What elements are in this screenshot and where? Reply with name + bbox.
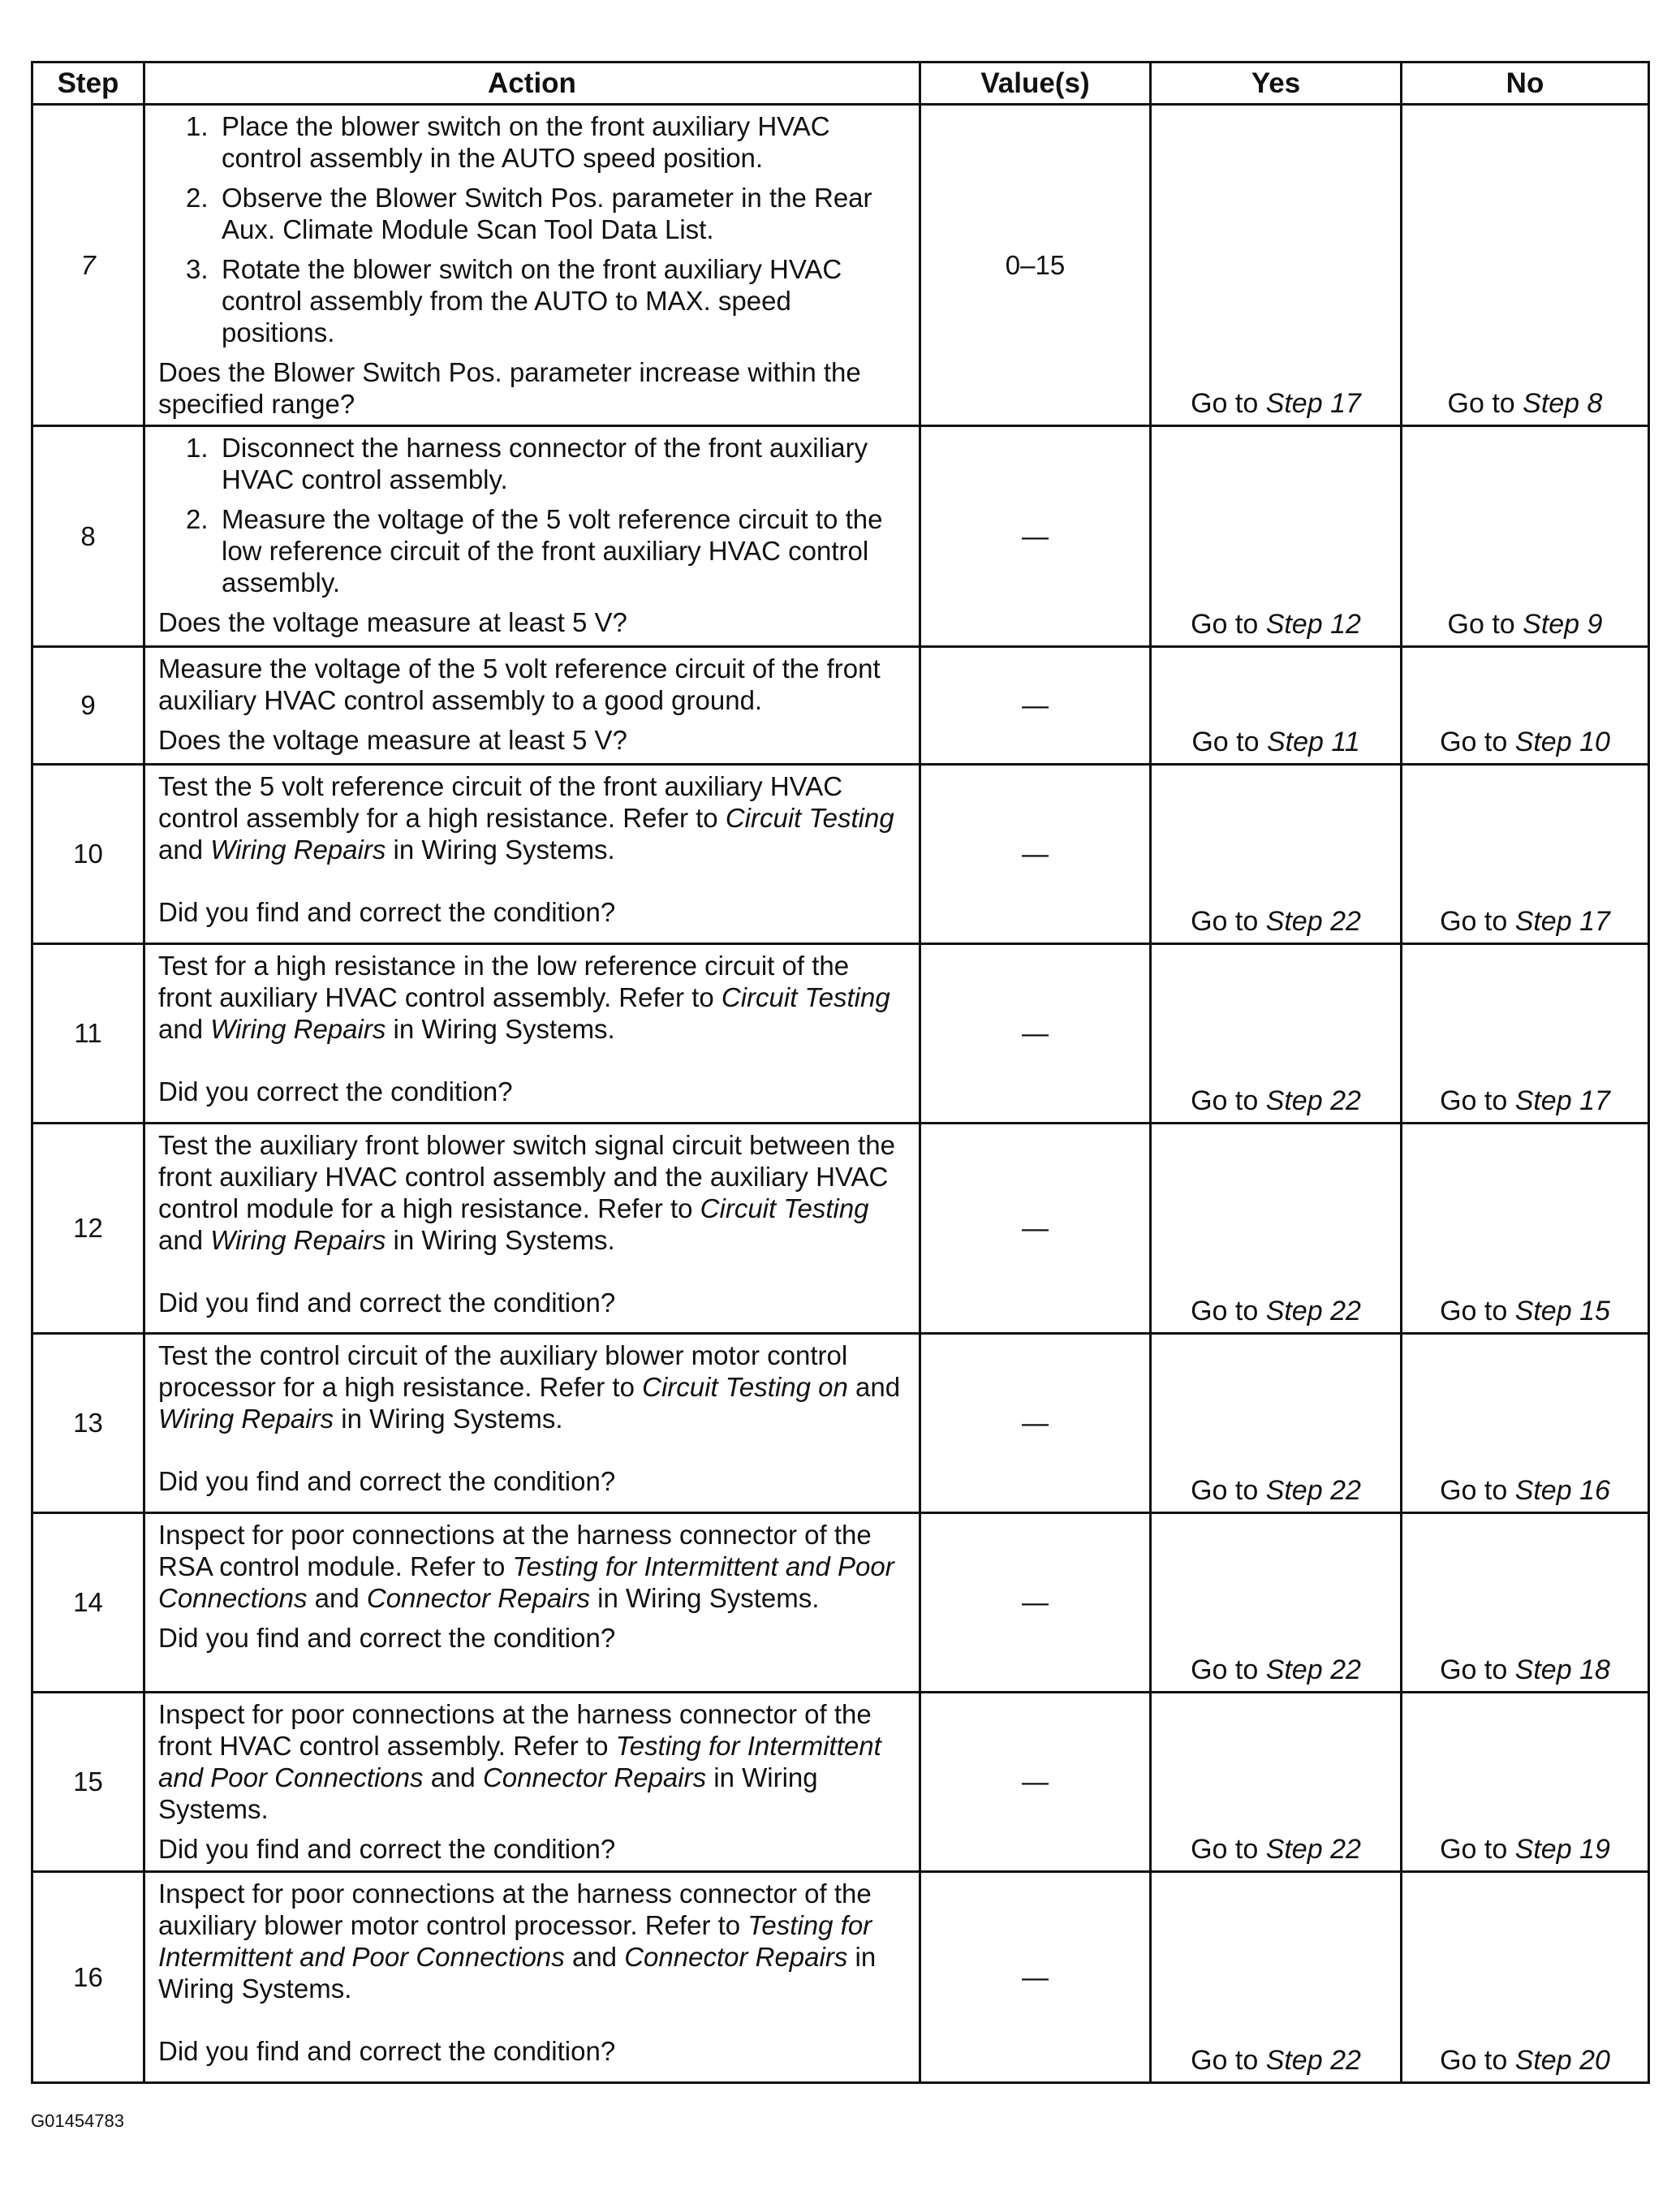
no-cell: Go to Step 8 (1402, 105, 1649, 426)
yes-step-ref: Step 22 (1265, 906, 1361, 937)
value-cell: — (920, 1513, 1151, 1693)
header-action: Action (144, 63, 920, 105)
action-cell: Inspect for poor connections at the harness connector of the auxiliary blower motor control processor. Refer to Testing for Intermittent and Poor Connections and Connector Repairs in Wiring Systems. Did you find and correct the condition? (144, 1872, 920, 2083)
action-question: Did you find and correct the condition? (158, 1623, 616, 1653)
action-question: Did you find and correct the condition? (158, 1466, 616, 1496)
action-cell: Measure the voltage of the 5 volt reference circuit of the front auxiliary HVAC control assembly to a good ground. Does the voltage measure at least 5 V? (144, 647, 920, 765)
numbered-instruction: 2. Measure the voltage of the 5 volt reference circuit to the low reference circuit of the front auxiliary HVAC control assembly. (186, 504, 883, 597)
value-cell: — (920, 1124, 1151, 1334)
step-number: 15 (32, 1693, 144, 1872)
action-question: Did you correct the condition? (158, 1076, 513, 1106)
yes-step-ref: Step 12 (1265, 609, 1361, 640)
value-cell: — (920, 647, 1151, 765)
yes-cell: Go to Step 22 (1151, 1693, 1402, 1872)
no-step-ref: Step 19 (1514, 1834, 1610, 1865)
action-cell: Test the control circuit of the auxiliary blower motor control processor for a high resistance. Refer to Circuit Testing on and Wiring Repairs in Wiring Systems. Did you find and correct the condition? (144, 1334, 920, 1513)
yes-step-ref: Step 22 (1265, 1085, 1361, 1116)
header-row (32, 63, 1649, 105)
step-number: 11 (32, 944, 144, 1124)
value-cell: — (920, 1693, 1151, 1872)
yes-cell: Go to Step 22 (1151, 1334, 1402, 1513)
yes-step-ref: Step 22 (1265, 1654, 1361, 1685)
table-row (32, 765, 1649, 944)
value-cell: — (920, 944, 1151, 1124)
action-question: Did you find and correct the condition? (158, 1834, 616, 1864)
yes-step-ref: Step 11 (1266, 727, 1360, 757)
yes-step-ref: Step 22 (1265, 1834, 1361, 1865)
step-number: 7 (32, 105, 144, 426)
action-cell: Inspect for poor connections at the harness connector of the RSA control module. Refer to Testing for Intermittent and Poor Connections and Connector Repairs in Wiring Systems. Did you find and correct the condition? (144, 1513, 920, 1693)
action-question: Did you find and correct the condition? (158, 2036, 616, 2066)
no-step-ref: Step 15 (1514, 1296, 1610, 1326)
header-step: Step (32, 63, 144, 105)
no-step-ref: Step 18 (1514, 1654, 1610, 1685)
numbered-instruction: 3. Rotate the blower switch on the front auxiliary HVAC control assembly from the AUTO to MAX. speed positions. (186, 254, 842, 347)
no-cell: Go to Step 20 (1402, 1872, 1649, 2083)
no-cell: Go to Step 17 (1402, 944, 1649, 1124)
no-cell: Go to Step 10 (1402, 647, 1649, 765)
header-yes: Yes (1151, 63, 1402, 105)
yes-step-ref: Step 22 (1265, 2045, 1361, 2076)
step-number: 12 (32, 1124, 144, 1334)
action-question: Does the Blower Switch Pos. parameter increase within the specified range? (158, 357, 861, 419)
step-number: 10 (32, 765, 144, 944)
value-cell: — (920, 426, 1151, 647)
header-values: Value(s) (920, 63, 1151, 105)
action-cell: Inspect for poor connections at the harness connector of the front HVAC control assembly. Refer to Testing for Intermittent and Poor Connections and Connector Repairs in Wiring Systems. Did you find and correct the condition? (144, 1693, 920, 1872)
yes-cell: Go to Step 22 (1151, 1513, 1402, 1693)
no-step-ref: Step 9 (1523, 609, 1603, 640)
table-row (32, 105, 1649, 426)
no-cell: Go to Step 18 (1402, 1513, 1649, 1693)
yes-step-ref: Step 22 (1265, 1475, 1361, 1506)
table-row (32, 647, 1649, 765)
yes-step-ref: Step 17 (1265, 388, 1361, 419)
table-row (32, 426, 1649, 647)
yes-step-ref: Step 22 (1265, 1296, 1361, 1326)
action-question: Does the voltage measure at least 5 V? (158, 725, 627, 755)
numbered-instruction: 1. Place the blower switch on the front auxiliary HVAC control assembly in the AUTO speed position. (186, 111, 830, 173)
value-cell: 0–15 (920, 105, 1151, 426)
action-cell: Test for a high resistance in the low reference circuit of the front auxiliary HVAC control assembly. Refer to Circuit Testing and Wiring Repairs in Wiring Systems. Did you correct the condition? (144, 944, 920, 1124)
yes-cell: Go to Step 22 (1151, 944, 1402, 1124)
step-number: 13 (32, 1334, 144, 1513)
no-step-ref: Step 20 (1514, 2045, 1610, 2076)
no-step-ref: Step 8 (1523, 388, 1603, 419)
table-row (32, 1693, 1649, 1872)
yes-cell: Go to Step 11 (1151, 647, 1402, 765)
diagnostic-table (31, 61, 1650, 2084)
table-row (32, 1334, 1649, 1513)
header-no: No (1402, 63, 1649, 105)
value-cell: — (920, 1872, 1151, 2083)
no-cell: Go to Step 16 (1402, 1334, 1649, 1513)
step-number: 14 (32, 1513, 144, 1693)
figure-id: G01454783 (31, 2111, 124, 2131)
no-cell: Go to Step 17 (1402, 765, 1649, 944)
table-row (32, 1513, 1649, 1693)
action-cell (144, 426, 920, 647)
yes-cell: Go to Step 22 (1151, 1124, 1402, 1334)
step-number: 9 (32, 647, 144, 765)
numbered-instruction: 1. Disconnect the harness connector of the front auxiliary HVAC control assembly. (186, 433, 868, 494)
yes-cell: Go to Step 17 (1151, 105, 1402, 426)
numbered-instruction: 2. Observe the Blower Switch Pos. parameter in the Rear Aux. Climate Module Scan Tool Data List. (186, 183, 872, 244)
yes-cell: Go to Step 12 (1151, 426, 1402, 647)
action-cell: Test the auxiliary front blower switch signal circuit between the front auxiliary HVAC control assembly and the auxiliary HVAC control module for a high resistance. Refer to Circuit Testing and Wiring Repairs in Wiring Systems. Did you find and correct the condition? (144, 1124, 920, 1334)
no-cell: Go to Step 15 (1402, 1124, 1649, 1334)
action-cell (144, 105, 920, 426)
value-cell: — (920, 1334, 1151, 1513)
action-question: Did you find and correct the condition? (158, 1288, 616, 1318)
no-cell: Go to Step 19 (1402, 1693, 1649, 1872)
no-step-ref: Step 17 (1514, 906, 1610, 937)
action-question: Did you find and correct the condition? (158, 897, 616, 927)
action-cell: Test the 5 volt reference circuit of the front auxiliary HVAC control assembly for a high resistance. Refer to Circuit Testing and Wiring Repairs in Wiring Systems. Did you find and correct the condition? (144, 765, 920, 944)
table-row (32, 1124, 1649, 1334)
value-cell: — (920, 765, 1151, 944)
step-number: 8 (32, 426, 144, 647)
yes-cell: Go to Step 22 (1151, 1872, 1402, 2083)
no-cell: Go to Step 9 (1402, 426, 1649, 647)
table-row (32, 944, 1649, 1124)
no-step-ref: Step 17 (1514, 1085, 1610, 1116)
table-row (32, 1872, 1649, 2083)
step-number: 16 (32, 1872, 144, 2083)
no-step-ref: Step 16 (1514, 1475, 1610, 1506)
no-step-ref: Step 10 (1514, 727, 1610, 757)
yes-cell: Go to Step 22 (1151, 765, 1402, 944)
action-question: Does the voltage measure at least 5 V? (158, 607, 627, 637)
